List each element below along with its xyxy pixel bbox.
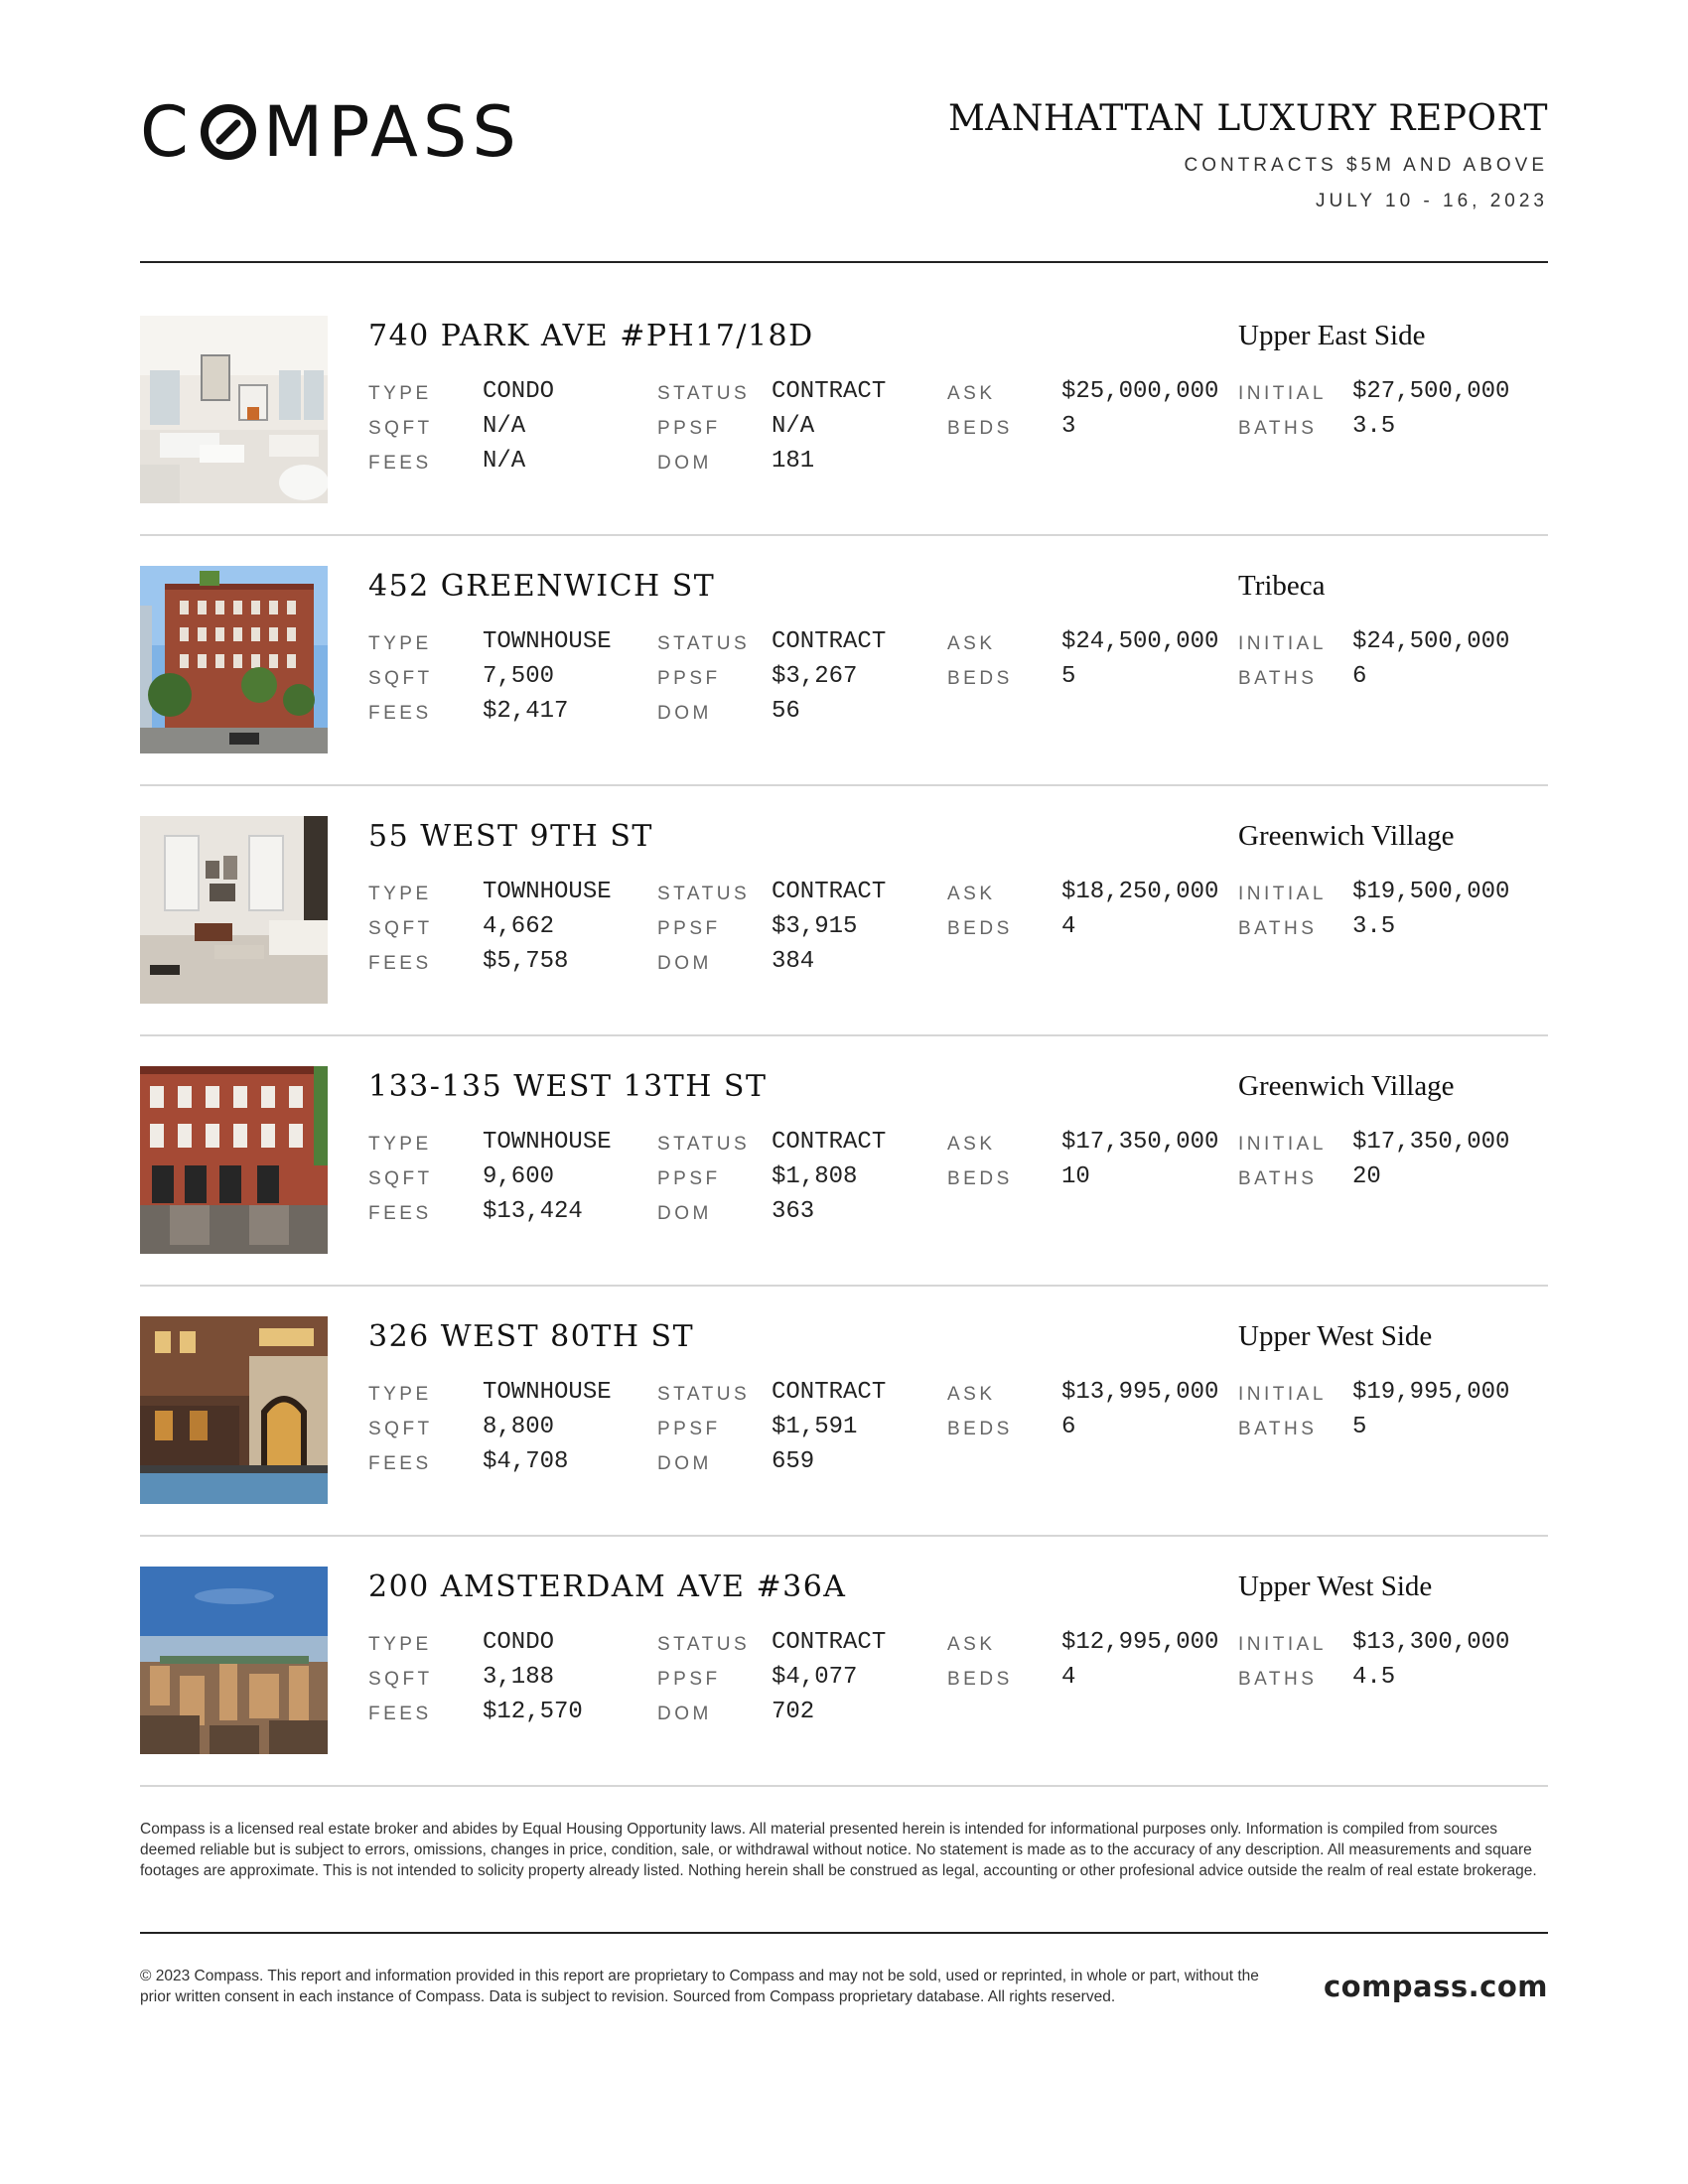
beds-value: 5 [1061,663,1076,690]
sqft-value: 8,800 [483,1414,555,1440]
status-value: CONTRACT [772,378,887,405]
disclaimer: Compass is a licensed real estate broker and abides by Equal Housing Opportunity laws. All material presented herein is intended for informational purposes only. Information is compiled from sources deemed reliable but is subject to errors, omissions, changes in price, condition, sale, or withdrawal without notice. No statement is made as to the accuracy of any description. All measurements and square footages are approximate. This is not intended to solicity property already listed. Nothing herein shall be construed as legal, accounting or other profesional advice outside the realm of real estate brokerage. [140,1821,1537,1879]
baths-label: BATHS [1238,668,1318,689]
sqft-value: 7,500 [483,663,555,690]
fees-label: FEES [368,1203,432,1224]
sqft-label: SQFT [368,1669,433,1690]
dom-label: DOM [657,1203,712,1224]
dom-value: 702 [772,1699,815,1725]
type-value: TOWNHOUSE [483,879,612,905]
initial-label: INITIAL [1238,1384,1327,1405]
property-address[interactable]: 200 AMSTERDAM AVE #36A [368,1570,847,1604]
dom-field [657,453,712,475]
report-subtitle: CONTRACTS $5M AND ABOVE [1184,155,1548,176]
beds-value: 3 [1061,413,1076,440]
status-label: STATUS [657,1634,751,1655]
ask-label: ASK [947,383,996,404]
initial-value: $24,500,000 [1352,628,1510,655]
ppsf-field [657,418,721,440]
initial-field [1238,884,1327,905]
baths-value: 6 [1352,663,1367,690]
ask-field [947,633,996,655]
status-field [657,633,750,655]
property-photo[interactable] [140,1567,328,1754]
beds-label: BEDS [947,1669,1013,1690]
sqft-value: N/A [483,413,526,440]
fees-label: FEES [368,1453,432,1474]
baths-field [1238,1419,1317,1440]
ppsf-field [657,1419,721,1440]
listing-card[interactable] [140,816,1548,1005]
website-link[interactable]: compass.com [1323,1970,1548,2003]
baths-value: 4.5 [1352,1664,1396,1691]
status-label: STATUS [657,383,751,404]
property-address[interactable]: 55 WEST 9TH ST [368,819,653,854]
report-title-block [948,99,1548,212]
status-field [657,1134,750,1156]
dom-label: DOM [657,953,712,974]
status-field [657,884,750,905]
dom-field [657,1453,712,1475]
dom-field [657,1704,712,1725]
dom-value: 659 [772,1448,815,1475]
property-neighborhood: Tribeca [1238,570,1326,602]
ask-value: $18,250,000 [1061,879,1219,905]
ask-label: ASK [947,1384,996,1405]
fees-label: FEES [368,1704,432,1724]
ppsf-value: $3,915 [772,913,858,940]
property-photo[interactable] [140,1316,328,1504]
fees-value: $2,417 [483,698,569,725]
dom-label: DOM [657,703,712,724]
ppsf-field [657,1669,721,1691]
footer-divider [140,1932,1548,1934]
sqft-label: SQFT [368,1419,433,1439]
type-field [368,884,432,905]
baths-value: 20 [1352,1163,1381,1190]
listing-card[interactable] [140,1316,1548,1505]
beds-label: BEDS [947,418,1013,439]
baths-field [1238,668,1317,690]
fees-value: $5,758 [483,948,569,975]
initial-value: $27,500,000 [1352,378,1510,405]
fees-value: $13,424 [483,1198,583,1225]
initial-label: INITIAL [1238,383,1327,404]
initial-field [1238,1634,1327,1656]
sqft-field [368,1419,433,1440]
baths-label: BATHS [1238,1669,1318,1690]
type-field [368,1134,432,1156]
initial-field [1238,383,1327,405]
beds-field [947,1419,1013,1440]
ask-field [947,383,996,405]
compass-o-icon [200,103,257,161]
fees-field [368,453,432,475]
dom-label: DOM [657,1704,712,1724]
compass-logo: C MPASS [140,91,521,173]
property-photo[interactable] [140,566,328,753]
dom-field [657,953,712,975]
status-label: STATUS [657,884,751,904]
ppsf-value: $1,808 [772,1163,858,1190]
ppsf-label: PPSF [657,1669,721,1690]
dom-field [657,1203,712,1225]
status-field [657,383,750,405]
beds-field [947,418,1013,440]
baths-label: BATHS [1238,1419,1318,1439]
initial-label: INITIAL [1238,1134,1327,1155]
type-value: CONDO [483,1629,555,1656]
baths-value: 3.5 [1352,413,1396,440]
dom-value: 181 [772,448,815,475]
fees-field [368,1203,432,1225]
ask-value: $17,350,000 [1061,1129,1219,1156]
report-title: MANHATTAN LUXURY REPORT [947,98,1548,139]
beds-value: 6 [1061,1414,1076,1440]
dom-label: DOM [657,1453,712,1474]
report-header [140,91,1548,233]
fees-field [368,1704,432,1725]
ppsf-value: $3,267 [772,663,858,690]
ppsf-value: N/A [772,413,815,440]
initial-label: INITIAL [1238,884,1327,904]
beds-label: BEDS [947,1168,1013,1189]
header-divider [140,261,1548,263]
initial-field [1238,1134,1327,1156]
sqft-value: 4,662 [483,913,555,940]
status-value: CONTRACT [772,628,887,655]
fees-field [368,953,432,975]
status-value: CONTRACT [772,1379,887,1406]
type-field [368,1634,432,1656]
dom-value: 363 [772,1198,815,1225]
status-label: STATUS [657,633,751,654]
listing-divider [140,1535,1548,1537]
ppsf-label: PPSF [657,668,721,689]
listing-card[interactable] [140,1066,1548,1255]
baths-label: BATHS [1238,918,1318,939]
beds-value: 10 [1061,1163,1090,1190]
property-address[interactable]: 133-135 WEST 13TH ST [368,1069,768,1104]
sqft-label: SQFT [368,418,433,439]
status-value: CONTRACT [772,1629,887,1656]
fees-label: FEES [368,453,432,474]
type-label: TYPE [368,633,432,654]
type-label: TYPE [368,1634,432,1655]
initial-value: $19,995,000 [1352,1379,1510,1406]
sqft-label: SQFT [368,918,433,939]
ask-field [947,1634,996,1656]
sqft-label: SQFT [368,1168,433,1189]
property-photo[interactable] [140,316,328,503]
sqft-field [368,668,433,690]
ppsf-label: PPSF [657,1419,721,1439]
beds-label: BEDS [947,918,1013,939]
sqft-value: 3,188 [483,1664,555,1691]
listing-divider [140,784,1548,786]
initial-value: $13,300,000 [1352,1629,1510,1656]
sqft-field [368,418,433,440]
baths-field [1238,918,1317,940]
copyright-notice: © 2023 Compass. This report and information provided in this report are proprietary to Compass and may not be sold, used or reprinted, in whole or part, without the prior written consent in each instance of Compass. Data is subject to revision. Sourced from Compass proprietary database. All rights reserved. [140,1968,1259,2005]
type-value: TOWNHOUSE [483,1379,612,1406]
status-field [657,1384,750,1406]
initial-value: $19,500,000 [1352,879,1510,905]
status-field [657,1634,750,1656]
ppsf-label: PPSF [657,418,721,439]
fees-value: $12,570 [483,1699,583,1725]
property-neighborhood: Greenwich Village [1238,1070,1455,1102]
sqft-label: SQFT [368,668,433,689]
type-value: TOWNHOUSE [483,1129,612,1156]
dom-value: 384 [772,948,815,975]
listing-divider [140,1034,1548,1036]
listing-divider [140,1785,1548,1787]
beds-field [947,1669,1013,1691]
type-value: CONDO [483,378,555,405]
baths-value: 5 [1352,1414,1367,1440]
beds-field [947,918,1013,940]
status-label: STATUS [657,1384,751,1405]
initial-label: INITIAL [1238,633,1327,654]
fees-value: N/A [483,448,526,475]
baths-field [1238,1669,1317,1691]
listing-card[interactable] [140,1567,1548,1755]
beds-field [947,1168,1013,1190]
beds-value: 4 [1061,1664,1076,1691]
sqft-field [368,918,433,940]
property-neighborhood: Upper West Side [1238,1570,1433,1602]
property-neighborhood: Upper East Side [1238,320,1426,351]
ppsf-label: PPSF [657,1168,721,1189]
initial-label: INITIAL [1238,1634,1327,1655]
fees-field [368,703,432,725]
initial-field [1238,1384,1327,1406]
baths-label: BATHS [1238,1168,1318,1189]
sqft-field [368,1669,433,1691]
type-value: TOWNHOUSE [483,628,612,655]
fees-label: FEES [368,703,432,724]
baths-value: 3.5 [1352,913,1396,940]
type-label: TYPE [368,1134,432,1155]
fees-value: $4,708 [483,1448,569,1475]
beds-field [947,668,1013,690]
ppsf-value: $1,591 [772,1414,858,1440]
sqft-field [368,1168,433,1190]
initial-value: $17,350,000 [1352,1129,1510,1156]
type-label: TYPE [368,1384,432,1405]
ppsf-label: PPSF [657,918,721,939]
ppsf-value: $4,077 [772,1664,858,1691]
baths-label: BATHS [1238,418,1318,439]
status-value: CONTRACT [772,879,887,905]
baths-field [1238,418,1317,440]
status-value: CONTRACT [772,1129,887,1156]
listing-card[interactable] [140,566,1548,754]
ask-label: ASK [947,1134,996,1155]
property-neighborhood: Upper West Side [1238,1320,1433,1352]
beds-label: BEDS [947,668,1013,689]
ask-value: $24,500,000 [1061,628,1219,655]
fees-label: FEES [368,953,432,974]
ask-label: ASK [947,1634,996,1655]
beds-value: 4 [1061,913,1076,940]
ask-field [947,1134,996,1156]
beds-label: BEDS [947,1419,1013,1439]
ask-field [947,1384,996,1406]
type-field [368,383,432,405]
listing-divider [140,534,1548,536]
dom-value: 56 [772,698,800,725]
property-address[interactable]: 452 GREENWICH ST [368,569,716,604]
ask-field [947,884,996,905]
ppsf-field [657,918,721,940]
listing-card[interactable] [140,316,1548,504]
type-label: TYPE [368,383,432,404]
dom-label: DOM [657,453,712,474]
ask-value: $12,995,000 [1061,1629,1219,1656]
ask-value: $25,000,000 [1061,378,1219,405]
type-label: TYPE [368,884,432,904]
property-address[interactable]: 326 WEST 80TH ST [368,1319,695,1354]
property-address[interactable]: 740 PARK AVE #PH17/18D [368,319,814,353]
property-photo[interactable] [140,816,328,1004]
type-field [368,1384,432,1406]
ask-label: ASK [947,633,996,654]
initial-field [1238,633,1327,655]
type-field [368,633,432,655]
property-neighborhood: Greenwich Village [1238,820,1455,852]
status-label: STATUS [657,1134,751,1155]
ask-value: $13,995,000 [1061,1379,1219,1406]
dom-field [657,703,712,725]
property-photo[interactable] [140,1066,328,1254]
fees-field [368,1453,432,1475]
sqft-value: 9,600 [483,1163,555,1190]
ppsf-field [657,1168,721,1190]
report-date-range: JULY 10 - 16, 2023 [1316,191,1548,211]
listing-divider [140,1285,1548,1287]
ask-label: ASK [947,884,996,904]
baths-field [1238,1168,1317,1190]
ppsf-field [657,668,721,690]
